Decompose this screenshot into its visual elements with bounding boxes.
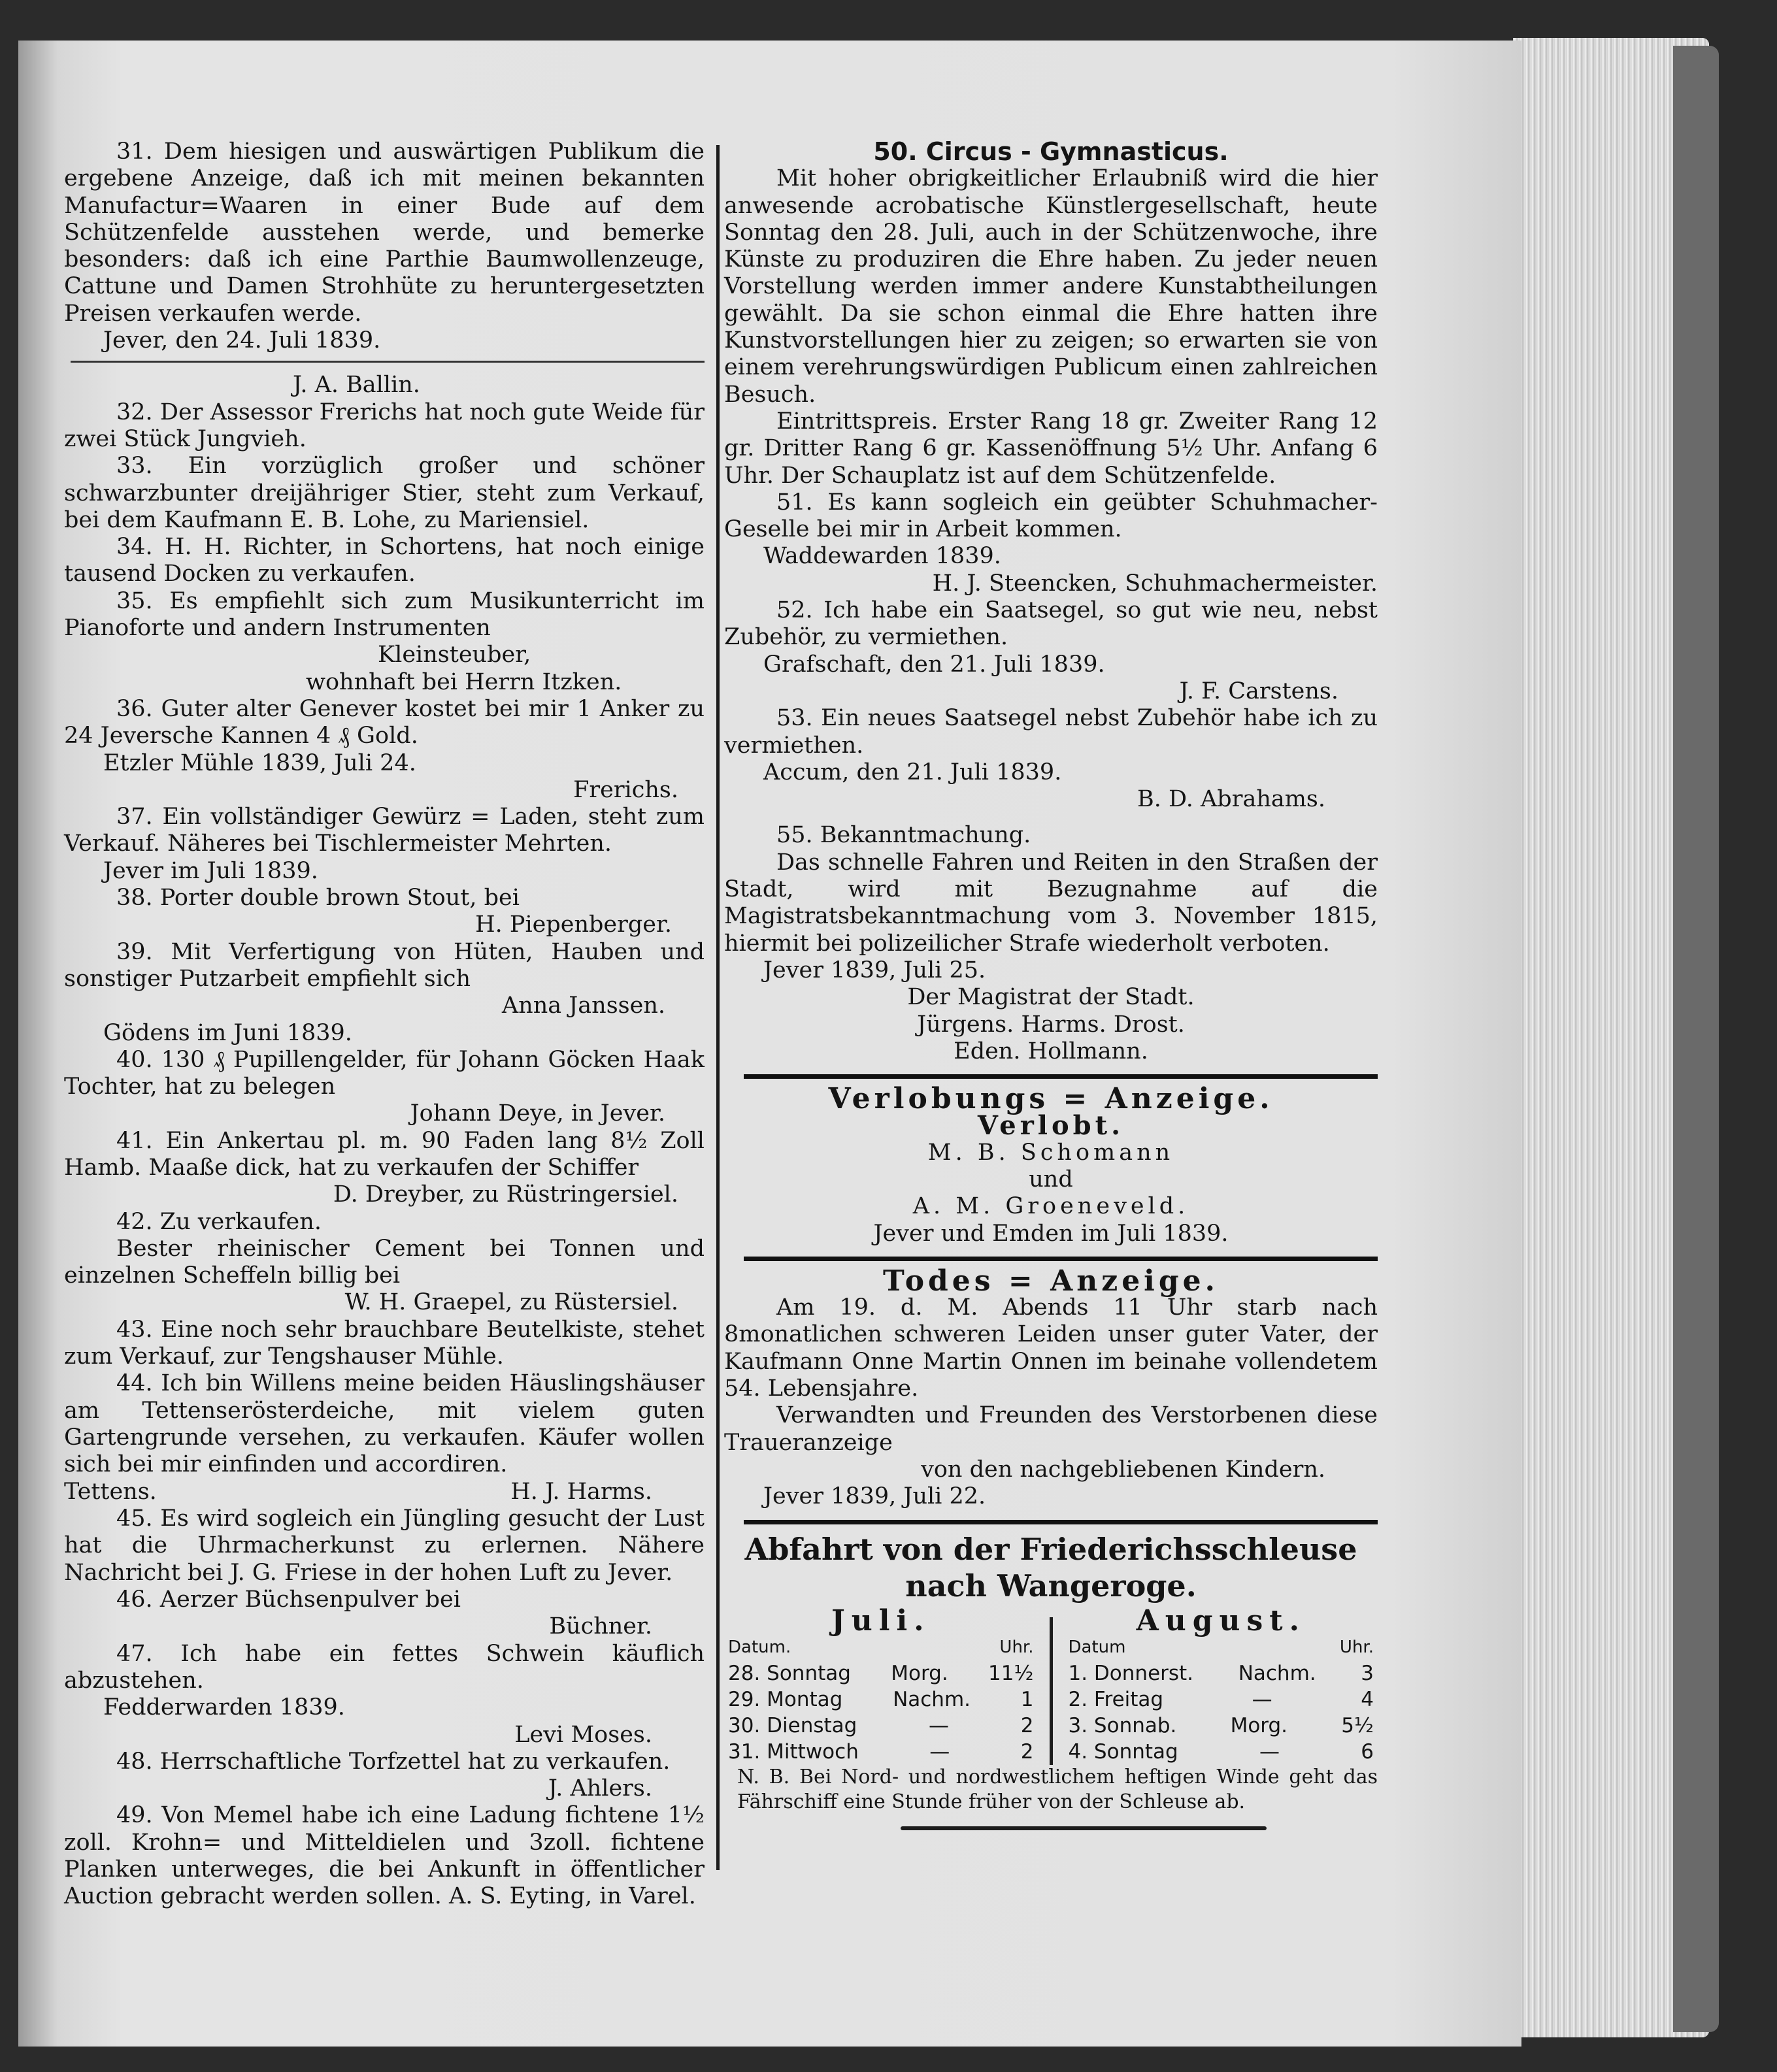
ferry-hour: 2 [1020,1713,1034,1737]
section-rule [744,1257,1378,1261]
ad-36-place: Etzler Mühle 1839, Juli 24. [103,749,416,776]
ferry-august-month: August. [1136,1603,1306,1637]
ad-46: 46. Aerzer Büchsenpulver bei [116,1587,461,1613]
ferry-note: N. B. Bei Nord- und nordwestlichem heftigen Winde geht das Fährschiff eine Stunde früher von der Schleuse ab. [737,1765,1378,1813]
ad-38: 38. Porter double brown Stout, bei [116,885,520,912]
ad-43: 43. Eine noch sehr brauchbare Beutelkiste, stehet zum Verkauf, zur Tengshauser Mühle. [64,1316,705,1370]
ad-37: 37. Ein vollständiger Gewürz = Laden, steht zum Verkauf. Näheres bei Tischlermeister Mehrten. [64,804,705,857]
ad-50-prices: Eintrittspreis. Erster Rang 18 gr. Zweiter Rang 12 gr. Dritter Rang 6 gr. Kassenöffnung 5½ Uhr. Anfang 6 Uhr. Der Schauplatz ist auf dem Schützenfelde. [724,408,1378,489]
ferry-date: 29. Montag [728,1687,843,1711]
ad-53: 53. Ein neues Saatsegel nebst Zubehör habe ich zu vermiethen. [724,705,1378,759]
ferry-august-row [1065,1739,1378,1765]
ferry-hour: 11½ [988,1661,1034,1685]
ferry-hour: 6 [1361,1739,1374,1764]
ferry-time: Nachm. [1238,1661,1316,1685]
death-notice: Am 19. d. M. Abends 11 Uhr starb nach 8monatlichen schweren Leiden unser guter Vater, der Kaufmann Onne Martin Onnen im beinahe vollendetem 54. Lebensjahre. [724,1294,1378,1402]
death-notice-place: Jever 1839, Juli 22. [763,1483,986,1510]
ad-41-signature: D. Dreyber, zu Rüstringersiel. [333,1181,678,1208]
ad-39-signature: Anna Janssen. [501,993,665,1019]
ad-55-signatories: Jürgens. Harms. Drost. [917,1011,1185,1038]
ad-52-place: Grafschaft, den 21. Juli 1839. [763,651,1105,678]
ad-50-heading: 50. Circus - Gymnasticus. [873,137,1229,166]
ferry-date: 4. Sonntag [1068,1739,1178,1764]
ad-47-signature: Levi Moses. [514,1721,652,1748]
death-notice-signature: von den nachgebliebenen Kindern. [921,1456,1325,1483]
ad-50: Mit hoher obrigkeitlicher Erlaubniß wird die hier anwesende acrobatische Künstlergesellschaft, heute Sonntag den 28. Juli, auch in der Schützenwoche, ihre Künste zu produziren die Ehre haben. Zu jeder neuen Vorstellung werden immer andere Kunstabtheilungen gewählt. Da sie schon einmal die Ehre hatten ihre Kunstvorstellungen hier zu zeigen; so erwarten sie von einem verehrungswürdigen Publicum einen zahlreichen Besuch. [724,165,1378,408]
ad-55-heading: 55. Bekanntmachung. [776,822,1031,849]
ad-42-signature: W. H. Graepel, zu Rüstersiel. [344,1289,678,1316]
ferry-time: — [1252,1687,1272,1711]
ferry-july-header [724,1634,1038,1660]
ad-49: 49. Von Memel habe ich eine Ladung fichtene 1½ zoll. Krohn= und Mitteldielen und 3zoll. fichtene Planken unterweges, die bei Ankunft in öffentlicher Auction gebracht werden sollen. A. S. Eyting, in Varel. [64,1802,705,1910]
ferry-august-header [1065,1634,1378,1660]
ferry-august-row [1065,1713,1378,1739]
ferry-time: — [929,1739,950,1764]
ad-32: 32. Der Assessor Frerichs hat noch gute Weide für zwei Stück Jungvieh. [64,399,705,452]
death-notice-heading: Todes = Anzeige. [883,1264,1219,1298]
ad-42-heading: 42. Zu verkaufen. [116,1208,322,1235]
ad-47: 47. Ich habe ein fettes Schwein käuflich abzustehen. [64,1640,705,1694]
ad-48: 48. Herrschaftliche Torfzettel hat zu verkaufen. [116,1748,671,1775]
ferry-date: 31. Mittwoch [728,1739,859,1764]
ad-39-place: Gödens im Juni 1839. [103,1019,352,1046]
book-cover-edge [1673,46,1719,2032]
ad-37-place: Jever im Juli 1839. [103,857,318,884]
ad-51: 51. Es kann sogleich ein geübter Schuhmacher-Geselle bei mir in Arbeit kommen. [724,489,1378,543]
section-rule [744,1074,1378,1079]
newspaper-page [18,41,1521,2047]
ferry-july-row [724,1660,1038,1686]
column-divider [716,145,720,1870]
ad-45: 45. Es wird sogleich ein Jüngling gesucht der Lust hat die Uhrmacherkunst zu erlernen. Nähere Nachricht bei J. G. Friese in der hohen Luft zu Jever. [64,1505,705,1586]
ad-33: 33. Ein vorzüglich großer und schöner schwarzbunter dreijähriger Stier, steht zum Verkauf, bei dem Kaufmann E. B. Lohe, zu Mariensiel. [64,453,705,533]
ad-48-signature: J. Ahlers. [548,1775,652,1802]
ad-52: 52. Ich habe ein Saatsegel, so gut wie neu, nebst Zubehör, zu vermiethen. [724,597,1378,651]
ad-31-signature: J. A. Ballin. [293,372,420,399]
ferry-hour: 3 [1361,1661,1374,1685]
ferry-time: — [1259,1739,1280,1764]
ferry-schedule-title: Abfahrt von der Friederichsschleuse nach Wangeroge. [744,1531,1357,1603]
ferry-divider [1050,1617,1053,1765]
ad-44-signature: H. J. Harms. [510,1478,652,1505]
ad-42: Bester rheinischer Cement bei Tonnen und einzelnen Scheffeln billig bei [64,1235,705,1289]
ferry-time: — [929,1713,950,1737]
ferry-hour: 2 [1020,1739,1034,1764]
ad-31-place: Jever, den 24. Juli 1839. [103,327,381,354]
ad-53-signature: B. D. Abrahams. [1137,786,1325,813]
ad-51-place: Waddewarden 1839. [763,543,1001,570]
ferry-date: 2. Freitag [1068,1687,1164,1711]
engagement-and: und [1029,1166,1073,1192]
ferry-time: Morg. [1230,1713,1288,1737]
ferry-july-hour-header: Uhr. [999,1637,1034,1657]
left-column [64,139,705,1911]
ferry-july-row [724,1686,1038,1713]
ferry-hour: 1 [1020,1687,1034,1711]
ad-35-address: wohnhaft bei Herrn Itzken. [306,668,622,695]
ad-52-signature: J. F. Carstens. [1179,678,1338,704]
ferry-time: Morg. [891,1661,948,1685]
ad-44: 44. Ich bin Willens meine beiden Häuslingshäuser am Tettenserösterdeiche, mit vielem guten Gartengrunde versehen, zu verkaufen. Käufer wollen sich bei mir einfinden und accordiren. [64,1370,705,1478]
ferry-date: 3. Sonnab. [1068,1713,1177,1737]
ad-35-signature: Kleinsteuber, [378,642,531,668]
ad-47-place: Fedderwarden 1839. [103,1694,345,1721]
ad-35: 35. Es empfiehlt sich zum Musikunterricht im Pianoforte und andern Instrumenten [64,587,705,642]
underline-rule [71,361,705,363]
ferry-july-row [724,1713,1038,1739]
ferry-august-date-header: Datum [1068,1637,1126,1657]
ad-41: 41. Ein Ankertau pl. m. 90 Faden lang 8½ Zoll Hamb. Maaße dick, hat zu verkaufen der Schiffer [64,1127,705,1181]
ferry-time: Nachm. [893,1687,971,1711]
right-column [724,139,1378,1830]
ferry-july-month: Juli. [831,1603,931,1637]
ad-31: 31. Dem hiesigen und auswärtigen Publikum die ergebene Anzeige, daß ich mit meinen bekannten Manufactur=Waaren in einer Bude auf dem Schützenfelde ausstehen werde, und bemerke besonders: daß ich eine Parthie Baumwollenzeuge, Cattune und Damen Strohhüte zu heruntergesetzten Preisen verkaufen werde. [64,139,705,327]
ferry-schedule [724,1603,1378,1765]
engagement-name-1: M. B. Schomann [927,1139,1174,1166]
ad-44-place: Tettens. [64,1478,157,1505]
ferry-august [1065,1603,1378,1765]
ad-34: 34. H. H. Richter, in Schortens, hat noch einige tausend Docken zu verkaufen. [64,534,705,587]
engagement-place: Jever und Emden im Juli 1839. [873,1220,1229,1247]
engagement-subheading: Verlobt. [977,1110,1125,1142]
ferry-date: 1. Donnerst. [1068,1661,1194,1685]
ad-36: 36. Guter alter Genever kostet bei mir 1 Anker zu 24 Jeversche Kannen 4 ₰ Gold. [64,695,705,749]
ad-55-place: Jever 1839, Juli 25. [763,957,986,983]
ferry-july-date-header: Datum. [728,1637,791,1657]
ad-55-signatories-2: Eden. Hollmann. [954,1038,1148,1064]
ferry-july-row [724,1739,1038,1765]
ad-36-signature: Frerichs. [573,776,678,803]
ad-40: 40. 130 ₰ Pupillengelder, für Johann Göcken Haak Tochter, hat zu belegen [64,1046,705,1100]
engagement-heading: Verlobungs = Anzeige. [828,1082,1274,1116]
ad-55-authority: Der Magistrat der Stadt. [907,984,1195,1011]
ad-38-signature: H. Piepenberger. [475,912,672,938]
ferry-hour: 5½ [1341,1713,1374,1737]
ferry-august-row [1065,1686,1378,1713]
ad-53-place: Accum, den 21. Juli 1839. [763,759,1062,785]
ad-51-signature: H. J. Steencken, Schuhmachermeister. [932,570,1378,597]
ferry-august-row [1065,1660,1378,1686]
ferry-date: 30. Dienstag [728,1713,857,1737]
ferry-date: 28. Sonntag [728,1661,851,1685]
ad-39: 39. Mit Verfertigung von Hüten, Hauben und sonstiger Putzarbeit empfiehlt sich [64,938,705,992]
ferry-july [724,1603,1038,1765]
ferry-august-hour-header: Uhr. [1339,1637,1374,1657]
ad-55: Das schnelle Fahren und Reiten in den Straßen der Stadt, wird mit Bezugnahme auf die Magistratsbekanntmachung vom 3. November 1815, hiermit bei polizeilicher Strafe wiederholt verboten. [724,849,1378,957]
engagement-name-2: A. M. Groeneveld. [912,1193,1189,1220]
ad-40-signature: Johann Deye, in Jever. [410,1100,665,1127]
death-notice-2: Verwandten und Freunden des Verstorbenen diese Traueranzeige [724,1402,1378,1456]
ferry-hour: 4 [1361,1687,1374,1711]
section-rule [744,1520,1378,1524]
ad-46-signature: Büchner. [549,1613,652,1640]
closing-rule [901,1826,1267,1830]
